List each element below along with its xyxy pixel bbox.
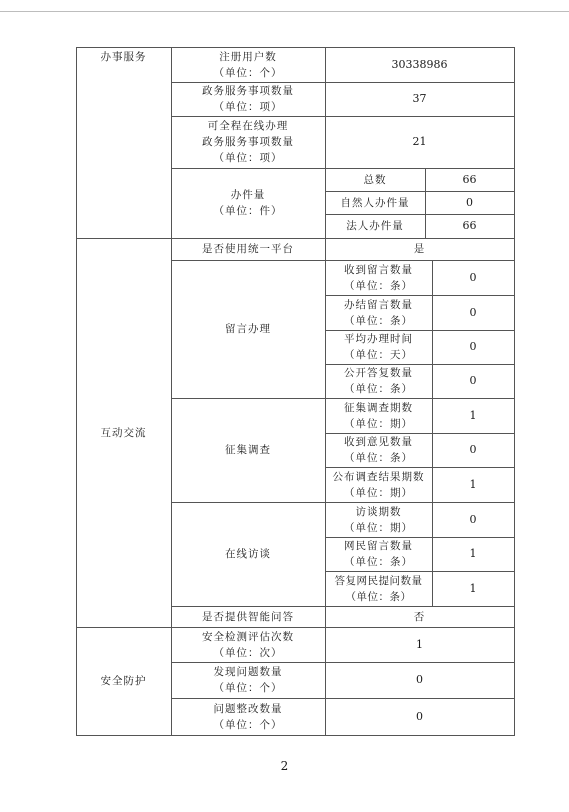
issues-fixed-value: 0 <box>416 709 423 723</box>
messages-received-value: 0 <box>469 270 477 284</box>
page-number: 2 <box>280 759 289 773</box>
public-replies-value: 0 <box>469 374 477 387</box>
unified-platform-value: 是 <box>413 243 426 255</box>
avg-handling-time-value: 0 <box>469 340 477 353</box>
table-border-bottom <box>76 735 515 736</box>
handling-volume-label: 办件量 （单位：件） <box>213 189 283 217</box>
online-items-value: 21 <box>412 135 427 148</box>
handling-natural-value: 0 <box>466 195 473 209</box>
avg-handling-time-label: 平均办理时间 （单位：天） <box>344 333 413 361</box>
registered-users-label: 注册用户数 （单位：个） <box>213 50 283 79</box>
netizen-messages-value: 1 <box>469 547 477 560</box>
public-replies-label: 公开答复数量 （单位：条） <box>344 367 413 395</box>
messages-completed-label: 办结留言数量 （单位：条） <box>344 298 413 327</box>
handling-natural-label: 自然人办件量 <box>340 196 410 209</box>
netizen-messages-label: 网民留言数量 （单位：条） <box>344 540 413 568</box>
issues-found-label: 发现问题数量 （单位：个） <box>213 666 283 694</box>
security-evaluations-label: 安全检测评估次数 （单位：次） <box>202 630 294 659</box>
service-items-label: 政务服务事项数量 （单位：项） <box>202 85 294 113</box>
survey-periods-label: 征集调查期数 （单位：期） <box>344 401 413 430</box>
survey-results-label: 公布调查结果期数 （单位：期） <box>332 470 425 499</box>
handling-total-label: 总数 <box>363 173 387 186</box>
netizen-answers-value: 1 <box>469 581 477 595</box>
handling-legal-label: 法人办件量 <box>346 220 404 232</box>
issues-found-value: 0 <box>416 673 423 686</box>
issues-fixed-label: 问题整改数量 （单位：个） <box>213 702 283 731</box>
opinions-received-label: 收到意见数量 （单位：条） <box>344 436 413 464</box>
online-items-label: 可全程在线办理 政务服务事项数量 （单位：项） <box>202 120 294 164</box>
unified-platform-label: 是否使用统一平台 <box>202 243 294 255</box>
smart-qa-label: 是否提供智能问答 <box>202 610 294 623</box>
survey-results-value: 1 <box>469 477 477 491</box>
interview-periods-value: 0 <box>469 512 477 526</box>
registered-users-value: 30338986 <box>391 57 448 71</box>
section-label-interaction: 互动交流 <box>100 426 147 439</box>
section-label-security: 安全防护 <box>100 675 147 687</box>
smart-qa-value: 否 <box>413 610 426 623</box>
netizen-answers-label: 答复网民提问数量 （单位：条） <box>334 574 423 603</box>
message-handling-label: 留言办理 <box>225 323 271 335</box>
service-items-value: 37 <box>412 92 427 105</box>
survey-label: 征集调查 <box>225 444 271 456</box>
messages-completed-value: 0 <box>469 305 477 319</box>
interview-periods-label: 访谈期数 （单位：期） <box>344 505 413 534</box>
handling-total-value: 66 <box>462 172 477 186</box>
messages-received-label: 收到留言数量 （单位：条） <box>344 263 413 292</box>
page-top-rule <box>0 11 569 12</box>
survey-periods-value: 1 <box>469 408 477 422</box>
table-border-right <box>514 47 515 736</box>
security-evaluations-value: 1 <box>416 637 423 651</box>
online-interview-label: 在线访谈 <box>225 548 271 560</box>
handling-legal-value: 66 <box>462 219 477 232</box>
section-label-office-services: 办事服务 <box>100 51 147 63</box>
opinions-received-value: 0 <box>469 443 477 456</box>
